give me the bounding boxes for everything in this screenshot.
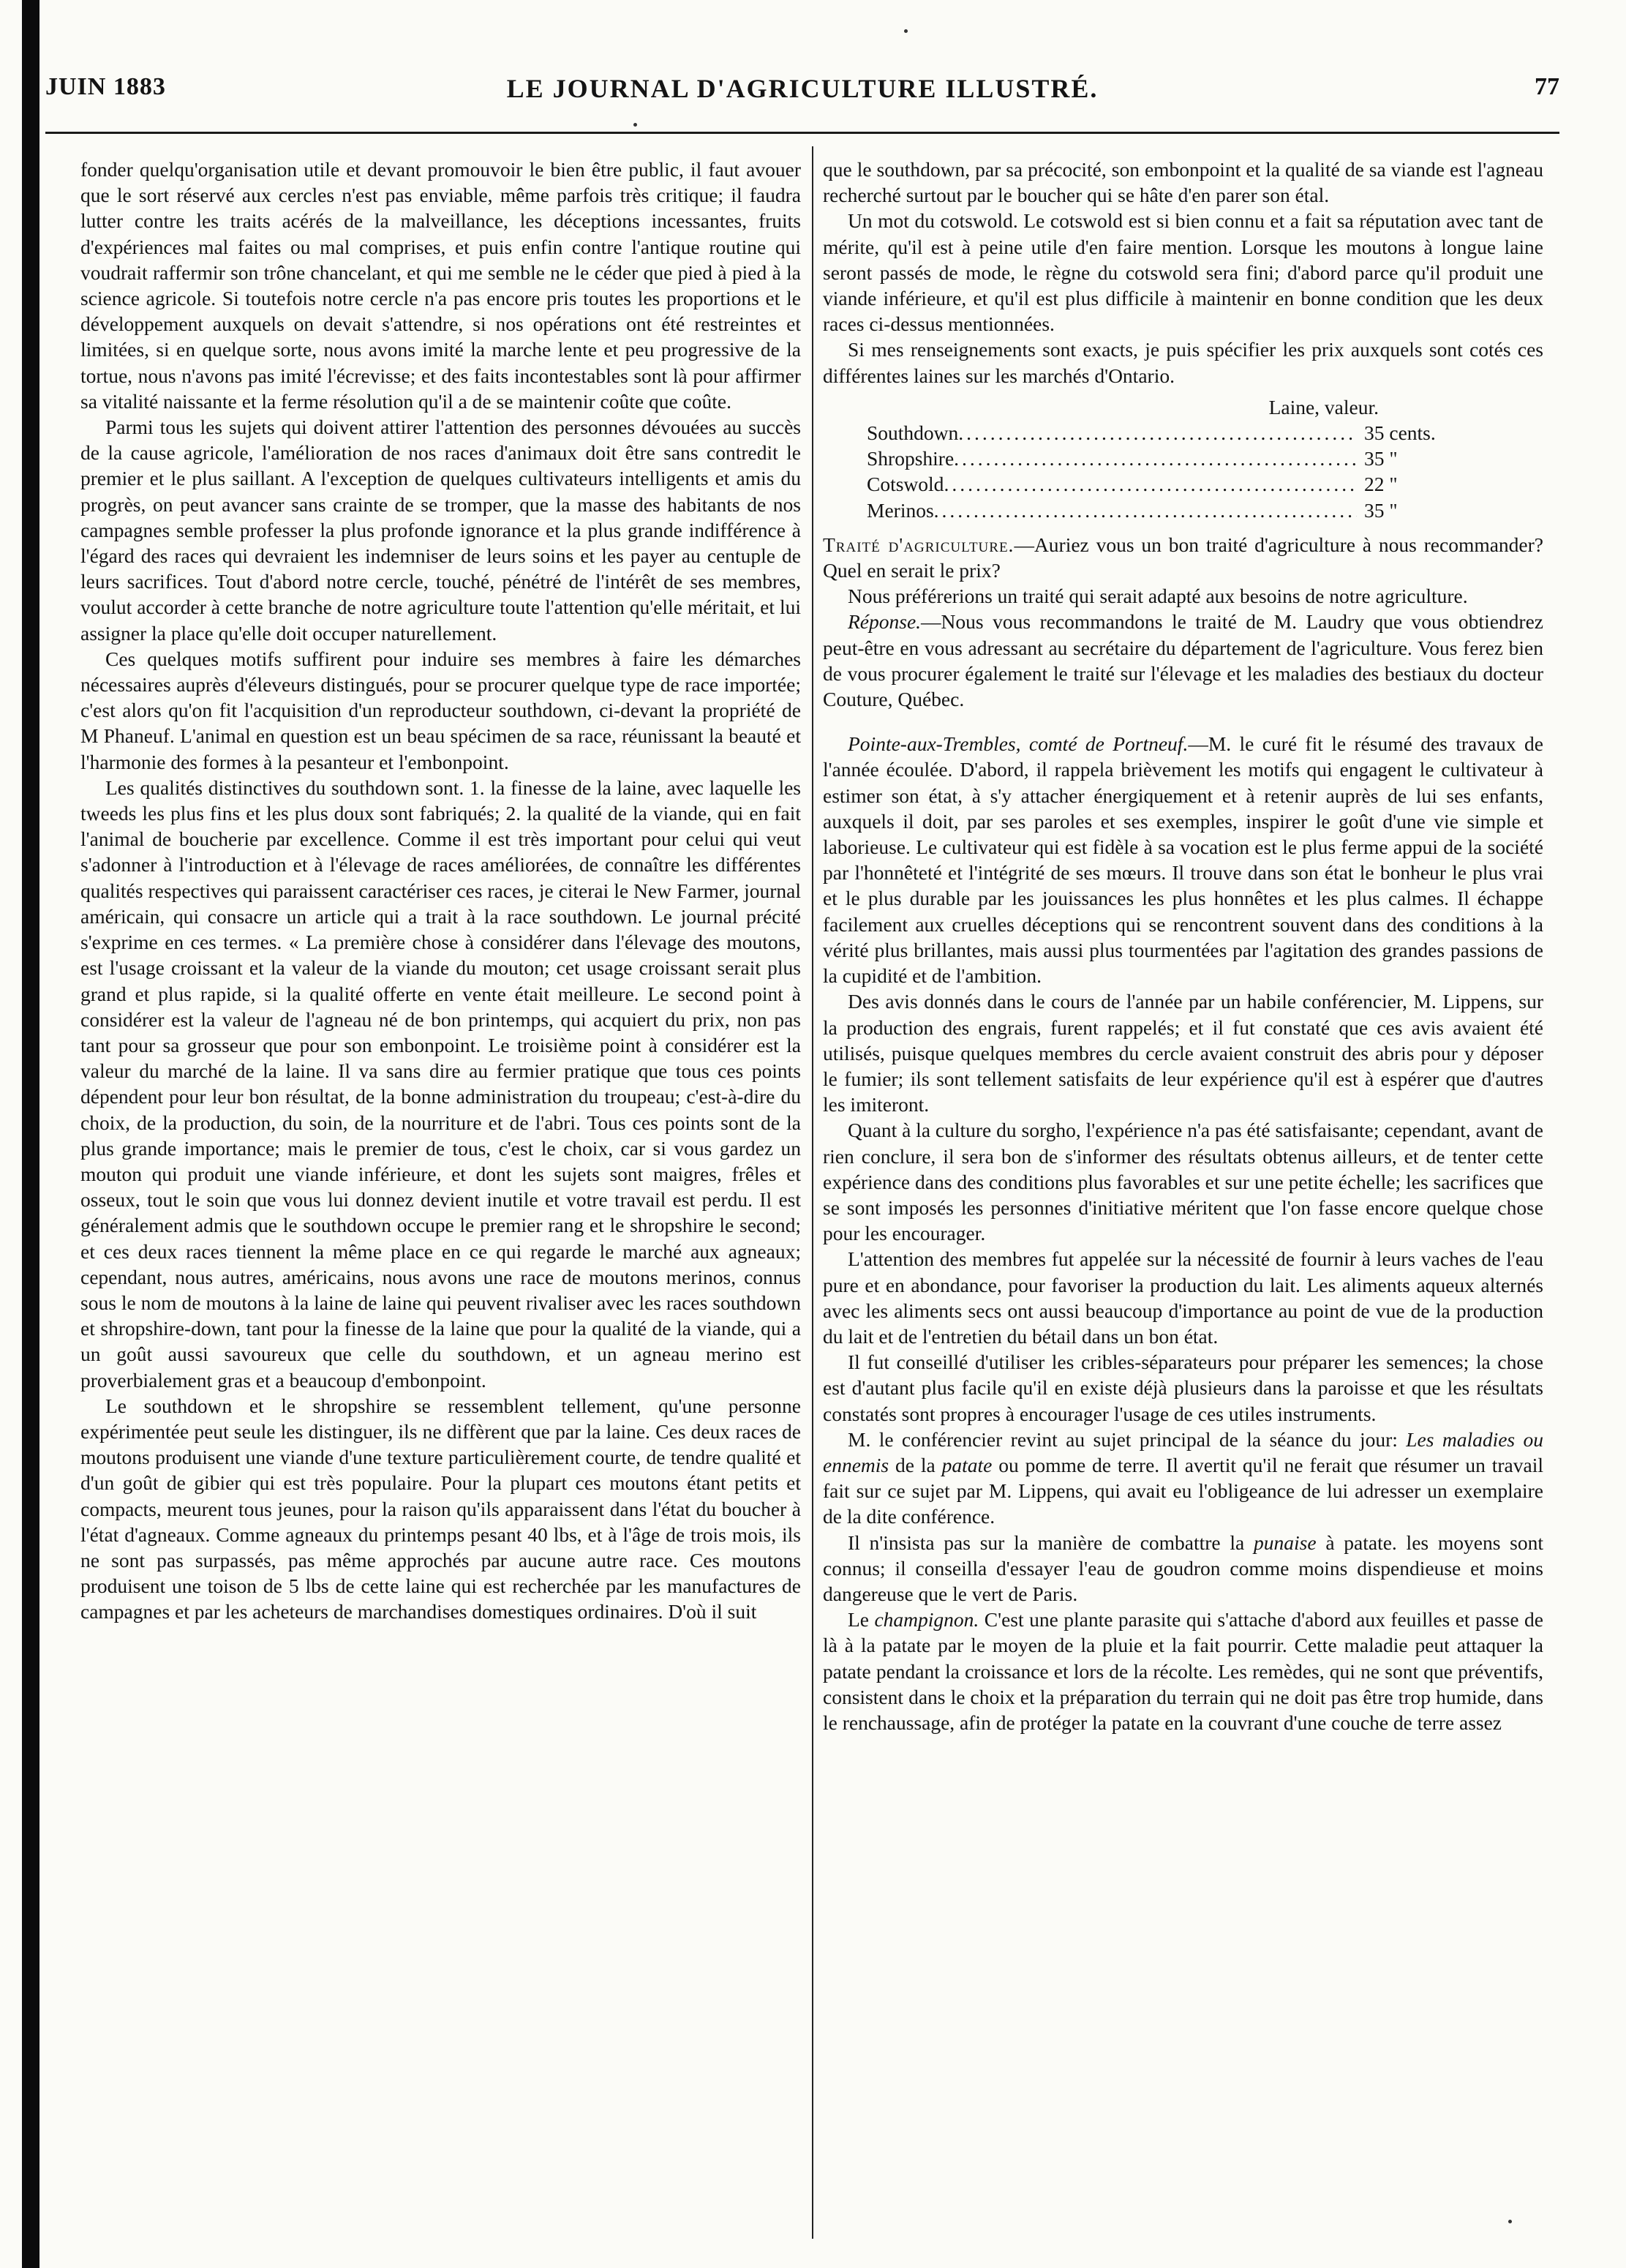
- text-run: Il n'insista pas sur la manière de combattre la: [848, 1531, 1254, 1554]
- wool-value: 22 ": [1364, 473, 1398, 496]
- paragraph: L'attention des membres fut appelée sur la nécessité de fournir à leurs vaches de l'eau pure et en abondance, pour favoriser la production du lait. Les aliments aqueux alternés avec les aliments secs ont aussi beaucoup d'importance au point de vue de la production du lait et de l'entretien du bétail dans un bon état.: [823, 1247, 1543, 1348]
- left-column: [80, 157, 801, 2242]
- text-run: M. le conférencier revint au sujet principal de la séance du jour:: [848, 1427, 1407, 1451]
- price-row: [867, 446, 1467, 471]
- section-gap: [823, 712, 1543, 731]
- paragraph: [823, 1607, 1543, 1735]
- text-run: à patate. les moyens sont connus; il conseilla d'essayer l'eau de goudron comme moins dispendieuse et moins dangereuse que le vert de Paris.: [823, 1531, 1543, 1605]
- header-journal-title: LE JOURNAL D'AGRICULTURE ILLUSTRÉ.: [506, 74, 1099, 103]
- leader-dots: [958, 420, 1357, 446]
- header-rule: [45, 132, 1559, 134]
- print-speck: [904, 29, 908, 33]
- leader-dots: [954, 446, 1357, 471]
- paragraph: Le southdown et le shropshire se ressemblent tellement, qu'une personne expérimentée peut seule les distinguer, ils ne diffèrent que par la laine. Ces deux races de moutons produisent une viande d'une texture particulièrement courte, de tendre qualité et d'un goût de gibier qui est très populaire. Pour la plupart ces moutons étant petits et compacts, meurent tous jeunes, pour la raison qu'ils apparaissent dans l'état du boucher à l'état d'agneaux. Comme agneaux du printemps pesant 40 lbs, et à l'âge de trois mois, ils ne sont pas surpassés, pas même approchés par aucune autre race. Ces moutons produisent une toison de 5 lbs de cette laine qui est recherchée par les manufactures de campagnes et par les acheteurs de marchandises domestiques ordinaires. D'où il suit: [80, 1394, 801, 1623]
- price-row: [867, 497, 1467, 523]
- wool-value: 35 ": [1364, 498, 1398, 522]
- reponse-label: Réponse.: [848, 610, 922, 634]
- italic-run: Les maladies ou ennemis: [823, 1427, 1543, 1476]
- wool-value: 35 cents.: [1364, 421, 1436, 445]
- pointe-paragraph: [823, 731, 1543, 988]
- italic-run: punaise: [1254, 1531, 1317, 1554]
- text-run: de la: [889, 1453, 942, 1476]
- header-page-number: 77: [1535, 73, 1559, 100]
- paragraph: [823, 1427, 1543, 1530]
- traite-question: [823, 532, 1543, 583]
- paragraph: fonder quelqu'organisation utile et devant promouvoir le bien être public, il faut avouer que le sort réservé aux cercles n'est pas enviable, même parfois très critique; il faudra lutter contre les traits acérés de la malveillance, les déceptions incessantes, fruits d'expériences mal faites ou mal comprises, et puis enfin contre l'antique routine qui voudrait raffermir son trône chancelant, et qui me semble ne le céder que pied à pied à la science agricole. Si toutefois notre cercle n'a pas encore pris toutes les proportions et le développement auxquels on devait s'attendre, si nos opérations ont été restreintes et limitées, si en quelque sorte, nous avons imité la marche lente et peu progressive de la tortue, nous n'avons pas imité l'écrevisse; et des faits incontestables sont là pour affirmer sa vitalité naissante et la ferme résolution qu'il a de se maintenir coûte que coûte.: [80, 158, 801, 413]
- right-column: [823, 157, 1543, 2242]
- italic-run: patate: [941, 1453, 993, 1476]
- column-divider: [812, 146, 813, 2239]
- paragraph: Ces quelques motifs suffirent pour induire ses membres à faire les démarches nécessaires auprès d'éleveurs distingués, pour se procurer quelque type de race importée; c'est alors qu'on fit l'acquisition d'un reproducteur southdown, ci-devant la propriété de M Phaneuf. L'animal en question est un beau spécimen de sa race, réunissant la beauté et l'harmonie des formes à la pesanteur et l'embonpoint.: [80, 647, 801, 773]
- price-table-header: Laine, valeur.: [1268, 395, 1379, 418]
- paragraph: Parmi tous les sujets qui doivent attirer l'attention des personnes dévouées au succès de la cause agricole, l'amélioration de nos races d'animaux doit être sans contredit le premier et le plus saillant. A l'exception de quelques cultivateurs intelligents et amis du progrès, on peut avancer sans crainte de se tromper, que la masse des habitants de nos campagnes semble professer la plus profonde ignorance et la plus grande indifférence à l'égard des races qui devraient les indemniser de leurs soins et les payer au centuple de leurs sacrifices. Tout d'abord notre cercle, touché, pénétré de l'intérêt de ses membres, voulut accorder à cette branche de notre agriculture toute l'attention qu'elle méritait, et lui assigner la place qu'elle doit occuper naturellement.: [80, 416, 801, 645]
- paragraph: Si mes renseignements sont exacts, je puis spécifier les prix auxquels sont cotés ces différentes laines sur les marchés d'Ontario.: [823, 338, 1543, 387]
- paragraph: Des avis donnés dans le cours de l'année par un habile conférencier, M. Lippens, sur la production des engrais, furent rappelés; et il fut constaté que ces avis avaient été utilisés, puisque quelques membres du cercle avaient construit des abris pour y déposer le fumier; ils sont tellement satisfaits de leur expérience qu'il est à espérer que d'autres les imiteront.: [823, 990, 1543, 1116]
- price-row: [867, 420, 1467, 446]
- traite-question-text: —Auriez vous un bon traité d'agriculture à nous recommander? Quel en serait le prix?: [823, 533, 1543, 582]
- wool-price-table: [867, 394, 1467, 523]
- text-run: ou pomme de terre. Il avertit qu'il ne ferait que résumer un travail fait sur ce sujet par M. Lippens, qui avait eu l'obligeance de lui adresser un exemplaire de la dite conférence.: [823, 1453, 1543, 1528]
- paragraph: Il fut conseillé d'utiliser les cribles-séparateurs pour préparer les semences; la chose est d'autant plus facile qu'il en existe déjà plusieurs dans la paroisse et que les résultats constatés sont propres à encourager l'usage de ces utiles instruments.: [823, 1351, 1543, 1425]
- traite-label: Traité d'agriculture.: [823, 533, 1015, 556]
- reponse-text: —Nous vous recommandons le traité de M. Laudry que vous obtiendrez peut-être en vous adressant au secrétaire du département de l'agriculture. Vous ferez bien de vous procurer également le traité sur l'élevage et les maladies des bestiaux du docteur Couture, Québec.: [823, 610, 1543, 711]
- pointe-text: —M. le curé fit le résumé des travaux de l'année écoulée. D'abord, il rappela brièvement les motifs qui engagent le cultivateur à estimer son état, à s'y attacher énergiquement et à retenir auprès de lui ses enfants, auxquels il doit, par ses paroles et ses exemples, inspirer le goût d'une vie simple et laborieuse. Le cultivateur qui est fidèle à sa vocation est le plus ferme appui de la société par l'honnêteté et l'intégrité de ses mœurs. Il trouve dans son état le bonheur le plus vrai et le plus durable par les jouissances les plus honnêtes et les plus calmes. Il échappe facilement aux cruelles déceptions qui se rencontrent souvent dans des conditions à la vérité plus brillantes, mais aussi plus tourmentées par l'agitation des grandes passions de la cupidité et de l'ambition.: [823, 732, 1543, 988]
- leader-dots: [934, 497, 1357, 523]
- leader-dots: [944, 471, 1357, 497]
- reponse-paragraph: [823, 609, 1543, 712]
- paragraph: que le southdown, par sa précocité, son embonpoint et la qualité de sa viande est l'agneau recherché surtout par le boucher qui se hâte d'en parer son étal.: [823, 158, 1543, 207]
- paragraph: Quant à la culture du sorgho, l'expérience n'a pas été satisfaisante; cependant, avant de rien conclure, il sera bon de s'informer des résultats obtenus ailleurs, et de tenter cette expérience dans des conditions plus favorables et sur une petite échelle; les sacrifices que se sont imposés les personnes d'initiative méritent que l'on fasse encore quelque chose pour les encourager.: [823, 1119, 1543, 1245]
- print-speck: [1508, 2220, 1512, 2223]
- print-speck: [633, 123, 637, 127]
- wool-value: 35 ": [1364, 447, 1398, 470]
- breed-name: Southdown: [867, 421, 959, 445]
- breed-name: Cotswold: [867, 473, 944, 496]
- binding-edge: [22, 0, 39, 2268]
- text-run: Le: [848, 1608, 875, 1631]
- header-date: JUIN 1883: [45, 73, 166, 100]
- pointe-label: Pointe-aux-Trembles, comté de Portneuf.: [848, 732, 1189, 756]
- paragraph: [823, 1530, 1543, 1607]
- page-header: [45, 66, 1559, 110]
- paragraph: Un mot du cotswold. Le cotswold est si bien connu et a fait sa réputation avec tant de mérite, qu'il est à peine utile d'en faire mention. Lorsque les moutons à longue laine seront passés de mode, le règne du cotswold sera fini; d'abord parce qu'il produit une viande inférieure, et qu'il est plus difficile à maintenir en bonne condition que les deux races ci-dessus mentionnées.: [823, 209, 1543, 336]
- italic-run: champignon.: [874, 1608, 979, 1631]
- breed-name: Shropshire: [867, 447, 955, 470]
- paragraph: Les qualités distinctives du southdown sont. 1. la finesse de la laine, avec laquelle les tweeds les plus fins et les plus doux sont fabriqués; 2. la qualité de la viande, qui en fait l'animal de boucherie par excellence. Comme il est très important pour celui qui veut s'adonner à l'introduction et à l'élevage de races améliorées, de connaître les différentes qualités respectives qui paraissent caractériser ces races, je citerai le New Farmer, journal américain, qui consacre un article qui a trait à la race southdown. Le journal précité s'exprime en ces termes. « La première chose à considérer dans l'élevage des moutons, est l'usage croissant et la valeur de la viande du mouton; cet usage croissant serait plus grand et plus rapide, si la qualité offerte en vente était meilleure. Le second point à considérer est la valeur de l'agneau né de bon printemps, qui acquiert du prix, non pas tant pour sa grosseur que pour son embonpoint. Le troisième point à considérer est la valeur du marché de la laine. Il va sans dire au fermier pratique que tous ces points dépendent pour leur bon résultat, de la bonne administration du troupeau; c'est-à-dire du choix, de la production, du soin, de la nourriture et de l'abri. Tous ces points sont de la plus grande importance; mais le premier de tous, c'est le choix, car si vous gardez un mouton qui produit une viande inférieure, et dont les sujets sont maigres, frêles et osseux, tout le soin que vous lui donnez devient inutile et votre travail est perdu. Il est généralement admis que le southdown occupe le premier rang et le shropshire le second; et ces deux races tiennent la même place en ce qui regarde le marché aux agneaux; cependant, nous autres, américains, nous avons une race de moutons merinos, connus sous le nom de moutons à la laine de laine qui peuvent rivaliser avec les races southdown et shropshire-down, tant pour la finesse de la laine que pour la qualité de la viande, qui a un goût aussi savoureux que celle du southdown, et un agneau merino est proverbialement gras et a beaucoup d'embonpoint.: [80, 776, 801, 1392]
- text-run: C'est une plante parasite qui s'attache d'abord aux feuilles et passe de là à la patate par le moyen de la pluie et la fait pourrir. Cette maladie peut attaquer la patate pendant la croissance et lors de la récolte. Les remèdes, qui ne sont que préventifs, consistent dans le choix et la préparation du terrain qui ne doit pas être trop humide, dans le renchaussage, afin de protéger la patate en la couvrant d'une couche de terre assez: [823, 1608, 1543, 1734]
- price-row: [867, 471, 1467, 497]
- paragraph: Nous préférerions un traité qui serait adapté aux besoins de notre agriculture.: [848, 585, 1468, 608]
- breed-name: Merinos: [867, 498, 934, 522]
